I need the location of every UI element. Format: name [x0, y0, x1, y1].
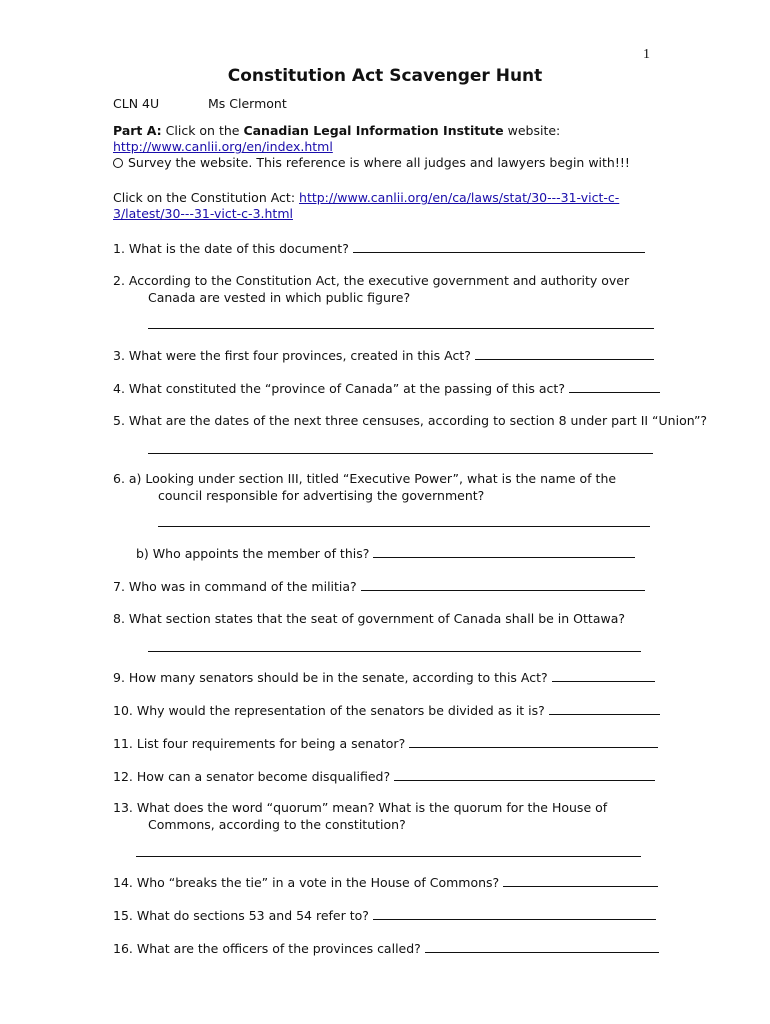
answer-line-5[interactable] [148, 453, 653, 454]
question-1 [113, 240, 645, 257]
question-3-text: 3. What were the first four provinces, created in this Act? [113, 348, 471, 363]
question-2-line1: 2. According to the Constitution Act, the executive government and authority over [113, 273, 630, 288]
answer-blank-14[interactable] [503, 874, 658, 887]
question-6a-line1: 6. a) Looking under section III, titled “Executive Power”, what is the name of the [113, 471, 617, 486]
constitution-act-link-cont[interactable]: 3/latest/30---31-vict-c-3.html [113, 206, 293, 221]
question-10-text: 10. Why would the representation of the senators be divided as it is? [113, 703, 545, 718]
answer-blank-15[interactable] [373, 907, 656, 920]
answer-blank-11[interactable] [409, 735, 658, 748]
institute-name: Canadian Legal Information Institute [243, 123, 504, 138]
teacher-name: Ms Clermont [208, 96, 287, 111]
answer-blank-3[interactable] [475, 347, 654, 360]
question-2-line2: Canada are vested in which public figure? [148, 290, 411, 305]
answer-line-2[interactable] [148, 328, 654, 329]
question-7 [113, 578, 645, 595]
survey-item [113, 155, 630, 171]
survey-text: Survey the website. This reference is where all judges and lawyers begin with!!! [128, 155, 630, 170]
answer-line-8[interactable] [148, 651, 641, 652]
constitution-link-text: Click on the Constitution Act: [113, 190, 300, 205]
part-a-text-after: website: [503, 123, 561, 138]
question-6b-text: b) Who appoints the member of this? [136, 546, 370, 561]
question-3 [113, 347, 654, 364]
question-12 [113, 768, 655, 785]
part-a-label: Part A: [113, 123, 162, 138]
question-15-text: 15. What do sections 53 and 54 refer to? [113, 908, 369, 923]
answer-blank-4[interactable] [569, 380, 660, 393]
question-8: 8. What section states that the seat of government of Canada shall be in Ottawa? [113, 611, 625, 626]
question-14-text: 14. Who “breaks the tie” in a vote in the House of Commons? [113, 875, 500, 890]
constitution-link-line [113, 190, 619, 206]
question-13-line2: Commons, according to the constitution? [148, 817, 406, 832]
page-number: 1 [643, 47, 650, 62]
question-11-text: 11. List four requirements for being a senator? [113, 736, 406, 751]
answer-line-6a[interactable] [158, 526, 650, 527]
question-1-text: 1. What is the date of this document? [113, 241, 349, 256]
constitution-act-link[interactable]: http://www.canlii.org/en/ca/laws/stat/30---31-vict-c- [299, 190, 620, 205]
part-a-instruction [113, 123, 560, 139]
page-title: Constitution Act Scavenger Hunt [227, 66, 543, 86]
question-13-line1: 13. What does the word “quorum” mean? What is the quorum for the House of [113, 800, 608, 815]
circle-bullet-icon [113, 158, 123, 168]
part-a-text-before: Click on the [161, 123, 244, 138]
answer-blank-1[interactable] [353, 240, 645, 253]
question-14 [113, 874, 658, 891]
answer-blank-16[interactable] [425, 940, 659, 953]
question-16 [113, 940, 659, 957]
question-7-text: 7. Who was in command of the militia? [113, 579, 357, 594]
question-9 [113, 669, 655, 686]
answer-blank-9[interactable] [552, 669, 655, 682]
question-12-text: 12. How can a senator become disqualified? [113, 769, 391, 784]
question-4-text: 4. What constituted the “province of Canada” at the passing of this act? [113, 381, 565, 396]
question-11 [113, 735, 658, 752]
canlii-link[interactable]: http://www.canlii.org/en/index.html [113, 139, 333, 154]
course-code: CLN 4U [113, 96, 160, 111]
question-10 [113, 702, 660, 719]
question-9-text: 9. How many senators should be in the senate, according to this Act? [113, 670, 548, 685]
question-15 [113, 907, 656, 924]
answer-blank-12[interactable] [394, 768, 655, 781]
answer-line-13[interactable] [136, 856, 641, 857]
answer-blank-10[interactable] [549, 702, 660, 715]
answer-blank-6b[interactable] [373, 545, 635, 558]
question-5: 5. What are the dates of the next three censuses, according to section 8 under part II “Union”? [113, 413, 708, 428]
question-16-text: 16. What are the officers of the provinces called? [113, 941, 421, 956]
question-6a-line2: council responsible for advertising the government? [158, 488, 485, 503]
question-6b [136, 545, 635, 562]
answer-blank-7[interactable] [361, 578, 645, 591]
question-4 [113, 380, 660, 397]
